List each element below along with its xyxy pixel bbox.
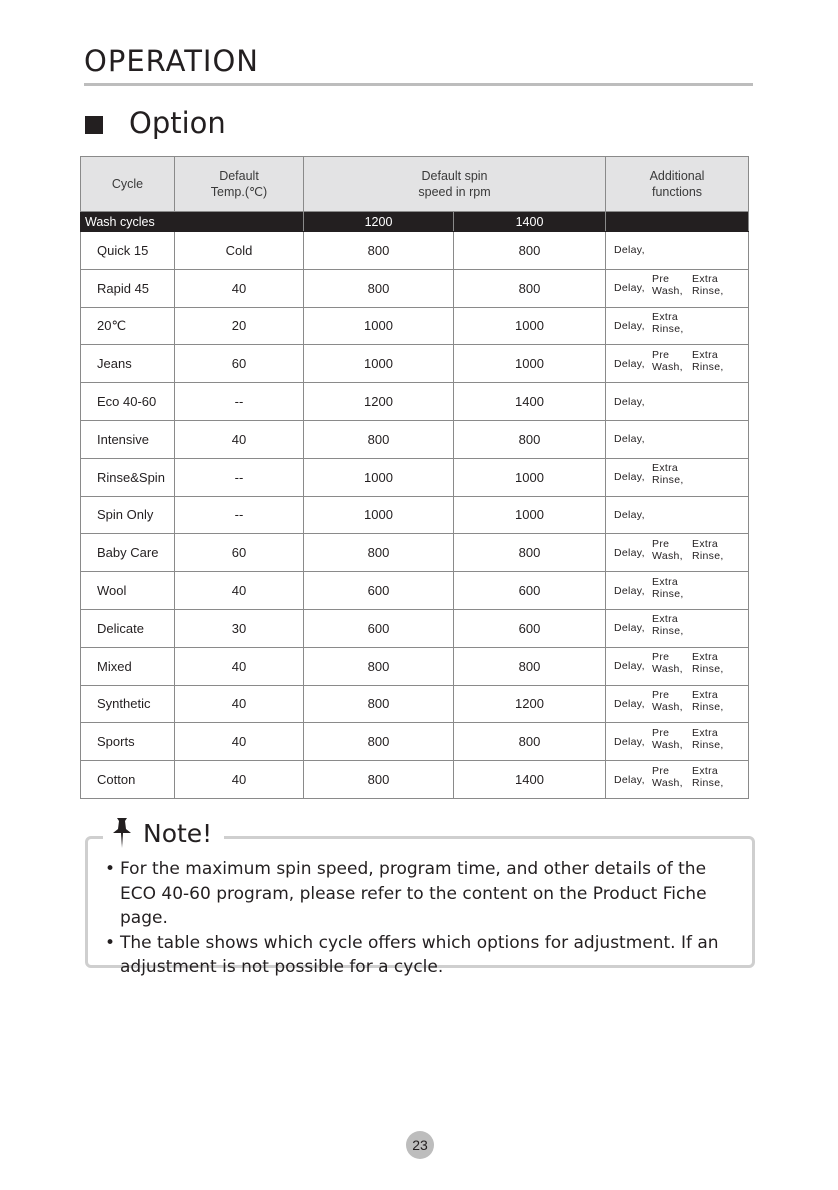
note-list — [105, 857, 745, 980]
spin-speed-1400: 600 — [454, 609, 606, 647]
spin-speed-1200: 800 — [304, 534, 454, 572]
extra-rinse-option — [652, 613, 684, 637]
default-temp: 40 — [175, 572, 304, 610]
spin-speed-1200: 1200 — [304, 383, 454, 421]
note-header — [103, 816, 224, 850]
rinse-label: Rinse, — [652, 474, 684, 487]
pre-label: Pre — [652, 651, 670, 664]
default-temp: 30 — [175, 609, 304, 647]
extra-label: Extra — [652, 613, 679, 626]
pre-wash-option — [652, 689, 683, 713]
default-temp: 40 — [175, 685, 304, 723]
spin-speed-1400: 800 — [454, 420, 606, 458]
extra-label: Extra — [692, 726, 719, 739]
extra-label: Extra — [692, 273, 719, 286]
function-list — [614, 613, 748, 643]
rinse-label: Rinse, — [692, 285, 724, 298]
spin-speed-1400: 1200 — [454, 685, 606, 723]
delay-option: Delay, — [614, 508, 645, 521]
spin-speed-1400: 1000 — [454, 345, 606, 383]
cycle-name: Cotton — [81, 761, 175, 799]
pre-label: Pre — [652, 726, 670, 739]
additional-functions — [606, 723, 749, 761]
table-row — [81, 609, 749, 647]
delay-option: Delay, — [614, 546, 645, 559]
default-temp: 40 — [175, 761, 304, 799]
note-item-1-line-1: For the maximum spin speed, program time, and other details of the — [120, 859, 707, 879]
spin-speed-1400: 1000 — [454, 496, 606, 534]
default-temp: 20 — [175, 307, 304, 345]
function-list — [614, 500, 748, 530]
function-list — [614, 765, 748, 795]
table-row — [81, 345, 749, 383]
extra-label: Extra — [652, 575, 679, 588]
spin-speed-1400: 800 — [454, 269, 606, 307]
extra-rinse-option — [652, 462, 684, 486]
extra-label: Extra — [692, 651, 719, 664]
function-list — [614, 387, 748, 417]
rinse-label: Rinse, — [692, 360, 724, 373]
note-item-1 — [105, 857, 745, 931]
cycle-name: Rapid 45 — [81, 269, 175, 307]
spin-speed-1200: 800 — [304, 647, 454, 685]
extra-label: Extra — [652, 462, 679, 475]
function-list — [614, 311, 748, 341]
table-row — [81, 458, 749, 496]
delay-option: Delay, — [614, 660, 645, 673]
spin-speed-1200: 600 — [304, 609, 454, 647]
cycle-name: Eco 40-60 — [81, 383, 175, 421]
default-temp: -- — [175, 458, 304, 496]
rinse-label: Rinse, — [652, 625, 684, 638]
pre-label: Pre — [652, 273, 670, 286]
extra-rinse-option — [692, 765, 724, 789]
table-row — [81, 496, 749, 534]
subheader-blank — [606, 212, 749, 232]
additional-functions — [606, 496, 749, 534]
extra-rinse-option — [652, 576, 684, 600]
extra-label: Extra — [692, 537, 719, 550]
wash-label: Wash, — [652, 700, 683, 713]
default-temp: -- — [175, 496, 304, 534]
bullet: • — [105, 859, 116, 879]
function-list — [614, 576, 748, 606]
delay-option: Delay, — [614, 735, 645, 748]
spin-speed-1400: 1000 — [454, 307, 606, 345]
delay-option: Delay, — [614, 584, 645, 597]
bullet: • — [105, 932, 116, 953]
default-temp: Cold — [175, 232, 304, 270]
header-cycle: Cycle — [81, 157, 175, 212]
cycle-name: Wool — [81, 572, 175, 610]
pre-wash-option — [652, 651, 683, 675]
extra-rinse-option — [692, 727, 724, 751]
delay-option: Delay, — [614, 282, 645, 295]
extra-rinse-option — [692, 689, 724, 713]
cycle-name: Jeans — [81, 345, 175, 383]
extra-rinse-option — [692, 349, 724, 373]
wash-label: Wash, — [652, 549, 683, 562]
additional-functions — [606, 609, 749, 647]
spin-speed-1200: 1000 — [304, 345, 454, 383]
table-row — [81, 572, 749, 610]
table-row — [81, 232, 749, 270]
cycle-name: Spin Only — [81, 496, 175, 534]
table-row — [81, 307, 749, 345]
table-row — [81, 647, 749, 685]
pre-wash-option — [652, 538, 683, 562]
wash-label: Wash, — [652, 285, 683, 298]
note-item-2 — [105, 931, 745, 980]
note-item-2-line-2: adjustment is not possible for a cycle. — [120, 957, 444, 977]
pre-wash-option — [652, 727, 683, 751]
spin-speed-1400: 1400 — [454, 761, 606, 799]
function-list — [614, 651, 748, 681]
pushpin-icon — [109, 816, 135, 850]
spin-speed-1200: 800 — [304, 685, 454, 723]
cycle-name: Synthetic — [81, 685, 175, 723]
pre-label: Pre — [652, 688, 670, 701]
extra-label: Extra — [652, 310, 679, 323]
table-row — [81, 420, 749, 458]
wash-label: Wash, — [652, 738, 683, 751]
default-temp: 40 — [175, 723, 304, 761]
function-list — [614, 689, 748, 719]
additional-functions — [606, 685, 749, 723]
note-title: Note! — [143, 818, 213, 848]
extra-label: Extra — [692, 688, 719, 701]
wash-label: Wash, — [652, 663, 683, 676]
note-item-2-line-1: The table shows which cycle offers which options for adjustment. If an — [120, 932, 719, 953]
function-list — [614, 538, 748, 568]
additional-functions — [606, 458, 749, 496]
spin-speed-1200: 1000 — [304, 496, 454, 534]
spin-model-1400: 1400 — [454, 212, 606, 232]
table-row — [81, 383, 749, 421]
spin-speed-1200: 800 — [304, 761, 454, 799]
spin-speed-1200: 800 — [304, 420, 454, 458]
pre-wash-option — [652, 273, 683, 297]
pre-label: Pre — [652, 764, 670, 777]
table-row — [81, 685, 749, 723]
section-title: Option — [129, 106, 226, 140]
delay-option: Delay, — [614, 433, 645, 446]
rinse-label: Rinse, — [652, 322, 684, 335]
additional-functions — [606, 307, 749, 345]
spin-speed-1400: 800 — [454, 723, 606, 761]
additional-functions — [606, 345, 749, 383]
rinse-label: Rinse, — [692, 776, 724, 789]
note-item-1-line-2: ECO 40-60 program, please refer to the content on the Product Fiche page. — [120, 883, 707, 928]
wash-label: Wash, — [652, 776, 683, 789]
page-title: OPERATION — [84, 44, 259, 78]
header-default-spin: Default spin speed in rpm — [304, 157, 606, 212]
rinse-label: Rinse, — [692, 549, 724, 562]
spin-speed-1200: 1000 — [304, 458, 454, 496]
spin-speed-1200: 800 — [304, 269, 454, 307]
page-number: 23 — [406, 1131, 434, 1159]
function-list — [614, 235, 748, 265]
delay-option: Delay, — [614, 319, 645, 332]
pre-label: Pre — [652, 348, 670, 361]
extra-rinse-option — [692, 273, 724, 297]
rinse-label: Rinse, — [692, 700, 724, 713]
delay-option: Delay, — [614, 471, 645, 484]
function-list — [614, 424, 748, 454]
table-row — [81, 269, 749, 307]
cycle-name: Rinse&Spin — [81, 458, 175, 496]
cycle-name: Quick 15 — [81, 232, 175, 270]
additional-functions — [606, 534, 749, 572]
pre-wash-option — [652, 765, 683, 789]
spin-speed-1200: 1000 — [304, 307, 454, 345]
default-temp: 40 — [175, 269, 304, 307]
wash-cycles-subheader — [81, 212, 749, 232]
default-temp: 40 — [175, 420, 304, 458]
pre-label: Pre — [652, 537, 670, 550]
function-list — [614, 349, 748, 379]
cycle-name: Delicate — [81, 609, 175, 647]
delay-option: Delay, — [614, 773, 645, 786]
wash-label: Wash, — [652, 360, 683, 373]
default-temp: 60 — [175, 534, 304, 572]
cycle-name: Baby Care — [81, 534, 175, 572]
delay-option: Delay, — [614, 622, 645, 635]
default-temp: 60 — [175, 345, 304, 383]
extra-label: Extra — [692, 348, 719, 361]
additional-functions — [606, 572, 749, 610]
cycle-name: Sports — [81, 723, 175, 761]
extra-rinse-option — [692, 651, 724, 675]
square-bullet-icon — [85, 116, 103, 134]
delay-option: Delay, — [614, 357, 645, 370]
additional-functions — [606, 647, 749, 685]
additional-functions — [606, 383, 749, 421]
spin-speed-1400: 800 — [454, 647, 606, 685]
spin-speed-1200: 600 — [304, 572, 454, 610]
function-list — [614, 462, 748, 492]
header-additional-functions: Additional functions — [606, 157, 749, 212]
extra-rinse-option — [692, 538, 724, 562]
table-row — [81, 534, 749, 572]
spin-speed-1400: 800 — [454, 534, 606, 572]
spin-speed-1200: 800 — [304, 232, 454, 270]
default-temp: 40 — [175, 647, 304, 685]
delay-option: Delay, — [614, 395, 645, 408]
header-default-temp: Default Temp.(℃) — [175, 157, 304, 212]
additional-functions — [606, 420, 749, 458]
cycle-name: Intensive — [81, 420, 175, 458]
delay-option: Delay, — [614, 697, 645, 710]
cycle-name: Mixed — [81, 647, 175, 685]
delay-option: Delay, — [614, 244, 645, 257]
rinse-label: Rinse, — [652, 587, 684, 600]
spin-speed-1400: 800 — [454, 232, 606, 270]
spin-model-1200: 1200 — [304, 212, 454, 232]
spin-speed-1400: 600 — [454, 572, 606, 610]
rinse-label: Rinse, — [692, 663, 724, 676]
title-rule — [84, 83, 753, 86]
pre-wash-option — [652, 349, 683, 373]
table-row — [81, 723, 749, 761]
spin-speed-1400: 1000 — [454, 458, 606, 496]
table-row — [81, 761, 749, 799]
spin-speed-1400: 1400 — [454, 383, 606, 421]
options-table — [80, 156, 749, 799]
default-temp: -- — [175, 383, 304, 421]
extra-label: Extra — [692, 764, 719, 777]
additional-functions — [606, 761, 749, 799]
additional-functions — [606, 269, 749, 307]
wash-cycles-label: Wash cycles — [81, 212, 304, 232]
extra-rinse-option — [652, 311, 684, 335]
rinse-label: Rinse, — [692, 738, 724, 751]
function-list — [614, 273, 748, 303]
additional-functions — [606, 232, 749, 270]
cycle-name: 20℃ — [81, 307, 175, 345]
spin-speed-1200: 800 — [304, 723, 454, 761]
function-list — [614, 727, 748, 757]
